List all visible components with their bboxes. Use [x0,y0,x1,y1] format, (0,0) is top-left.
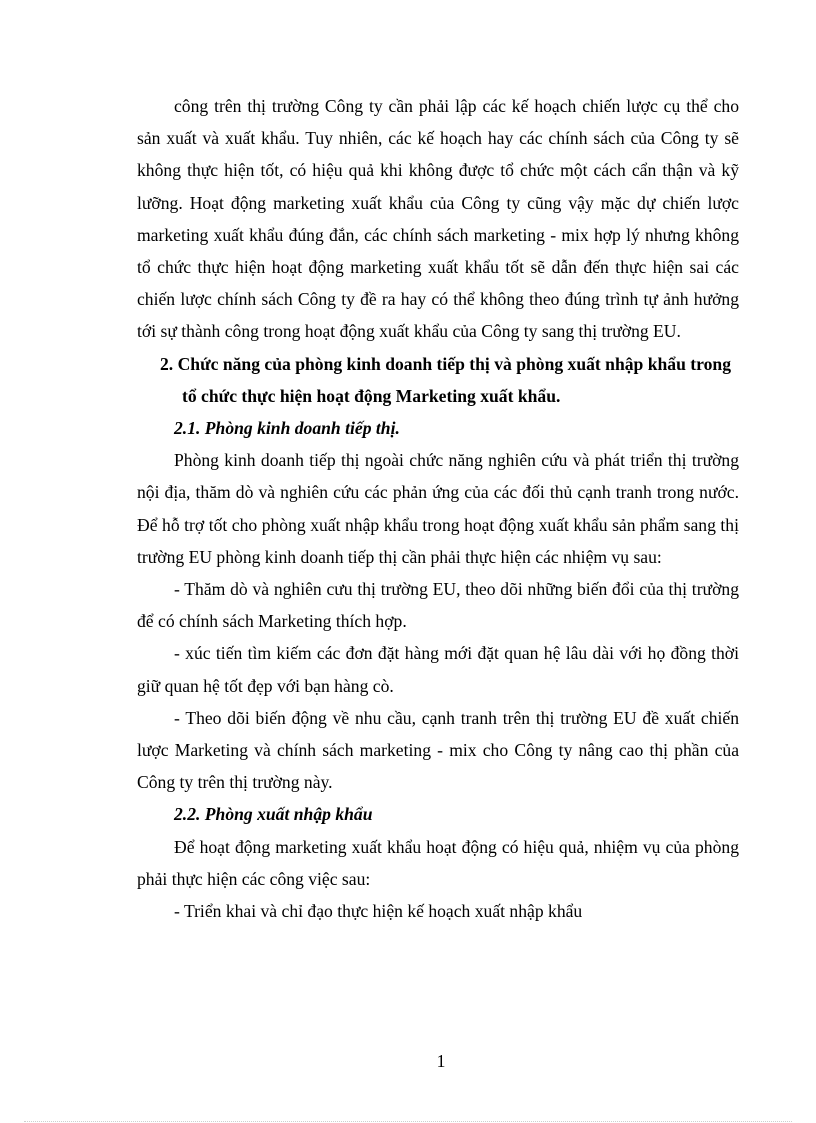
list-item-plan: - Triển khai và chỉ đạo thực hiện kế hoạch xuất nhập khẩu [174,901,583,922]
subsection-heading-2-2: 2.2. Phòng xuất nhập khẩu [174,804,373,825]
paragraph-intro: công trên thị trường Công ty cần phải lập các kế hoạch chiến lược cụ thể cho sản xuất và xuất khẩu. Tuy nhiên, các kế hoạch hay các chính sách của Công ty sẽ không thực hiện tốt, có hiệu quả khi không được tổ chức một cách cẩn thận và kỹ lưỡng. Hoạt động marketing xuất khẩu của Công ty cũng vậy mặc dự chiến lược marketing xuất khẩu đúng đắn, các chính sách marketing - mix hợp lý nhưng không tổ chức thực hiện hoạt động marketing xuất khẩu tốt sẽ dẫn đến thực hiện sai các chiến lược chính sách Công ty đề ra hay có thể không theo đúng trình tự ảnh hưởng tới sự thành công trong hoạt động xuất khẩu của Công ty sang thị trường EU. [137,96,739,342]
paragraph-import-export-dept: Để hoạt động marketing xuất khẩu hoạt động có hiệu quả, nhiệm vụ của phòng phải thực hiện các công việc sau: [137,836,739,889]
list-item-promotion: - xúc tiến tìm kiếm các đơn đặt hàng mới đặt quan hệ lâu dài với họ đồng thời giữ quan hệ tốt đẹp với bạn hàng cò. [137,643,739,696]
section-heading-2: 2. Chức năng của phòng kinh doanh tiếp thị và phòng xuất nhập khẩu trong tổ chức thực hiện hoạt động Marketing xuất khẩu. [160,353,732,406]
list-item-monitoring: - Theo dõi biến động về nhu cầu, cạnh tranh trên thị trường EU đề xuất chiến lược Marketing và chính sách marketing - mix cho Công ty nâng cao thị phần của Công ty trên thị trường này. [137,707,739,793]
paragraph-marketing-dept: Phòng kinh doanh tiếp thị ngoài chức năng nghiên cứu và phát triển thị trường nội địa, thăm dò và nghiên cứu các phản ứng của các đối thủ cạnh tranh trong nước. Để hỗ trợ tốt cho phòng xuất nhập khẩu trong hoạt động xuất khẩu sản phẩm sang thị trường EU phòng kinh doanh tiếp thị cần phải thực hiện các nhiệm vụ sau: [137,450,739,567]
document-body [137,90,739,927]
page-bottom-divider [24,1121,792,1122]
list-item-research: - Thăm dò và nghiên cưu thị trường EU, theo dõi những biến đổi của thị trường để có chính sách Marketing thích hợp. [137,579,739,632]
page-number: 1 [436,1051,446,1071]
subsection-heading-2-1: 2.1. Phòng kinh doanh tiếp thị. [174,418,400,439]
